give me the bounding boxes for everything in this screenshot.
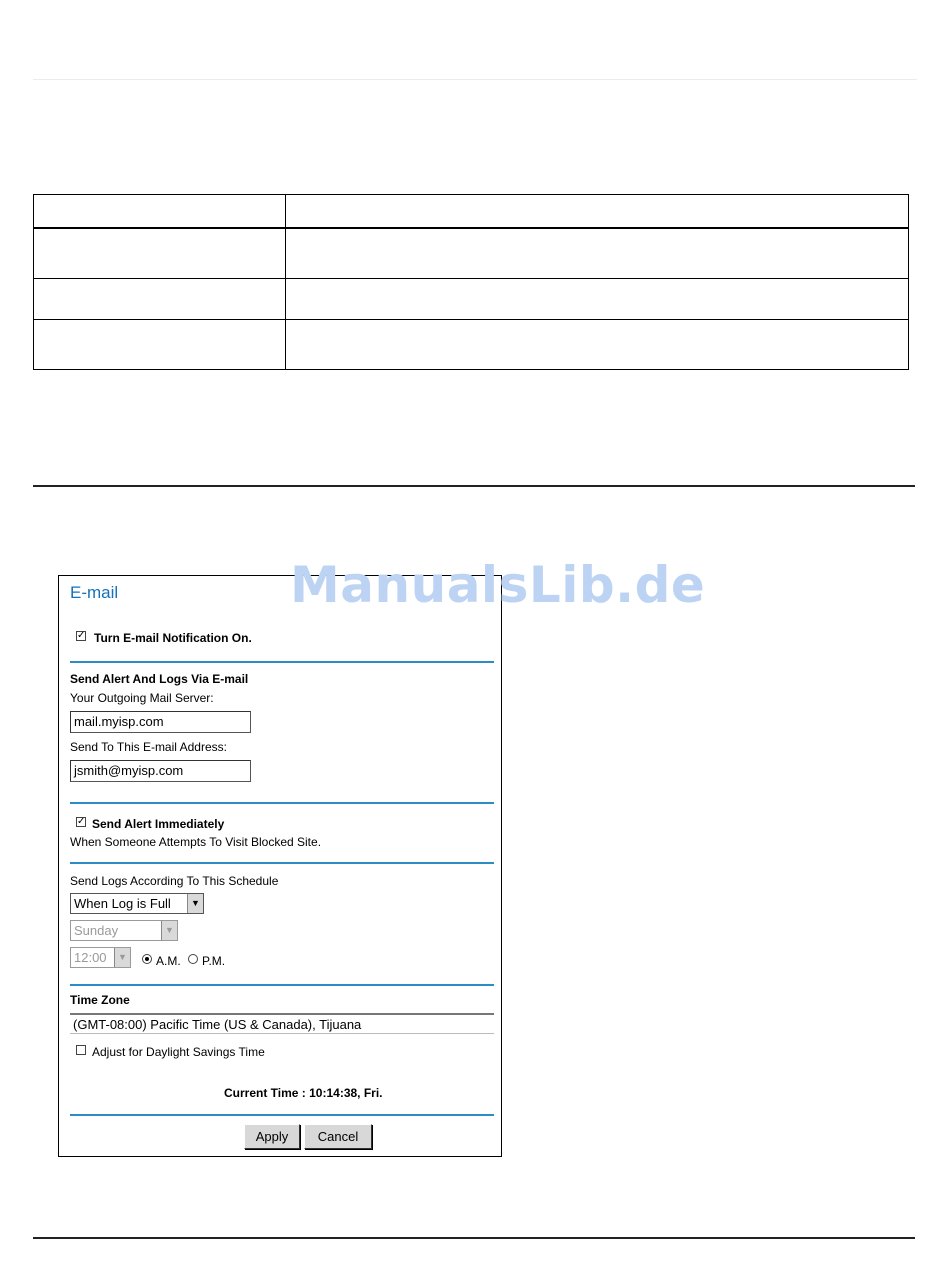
- chevron-down-icon: ▼: [187, 894, 203, 913]
- panel-title: E-mail: [70, 583, 119, 602]
- send-to-label: Send To This E-mail Address:: [70, 740, 227, 754]
- timezone-select[interactable]: (GMT-08:00) Pacific Time (US & Canada), Tijuana: [70, 1013, 494, 1034]
- schedule-label: Send Logs According To This Schedule: [70, 874, 279, 888]
- schedule-select[interactable]: [70, 893, 204, 914]
- notification-on-label: Turn E-mail Notification On.: [94, 631, 252, 645]
- separator: [70, 862, 494, 864]
- cancel-button[interactable]: Cancel: [304, 1124, 372, 1149]
- alert-immediately-checkbox[interactable]: ✓: [77, 816, 86, 827]
- time-select-value: 12:00: [74, 950, 107, 965]
- empty-document-table: [33, 194, 909, 370]
- watermark-logo: ManualsLib.de: [290, 556, 706, 614]
- separator: [70, 661, 494, 663]
- time-select[interactable]: [70, 947, 131, 968]
- send-to-email-field[interactable]: jsmith@myisp.com: [70, 760, 251, 782]
- email-settings-panel: [58, 575, 502, 1157]
- alert-immediately-label: Send Alert Immediately: [92, 817, 225, 831]
- top-divider: [33, 79, 917, 80]
- middle-divider: [33, 485, 915, 487]
- am-label: A.M.: [156, 954, 181, 968]
- separator: [70, 802, 494, 804]
- am-radio[interactable]: [142, 954, 152, 964]
- day-select-value: Sunday: [74, 923, 119, 938]
- outgoing-server-label: Your Outgoing Mail Server:: [70, 691, 214, 705]
- daylight-savings-label: Adjust for Daylight Savings Time: [92, 1045, 265, 1059]
- schedule-select-value: When Log is Full: [74, 896, 171, 911]
- current-time: Current Time : 10:14:38, Fri.: [224, 1086, 383, 1100]
- table-row: [34, 279, 909, 320]
- table-row: [34, 228, 909, 279]
- alert-immediately-description: When Someone Attempts To Visit Blocked Site.: [70, 835, 322, 849]
- notification-on-checkbox[interactable]: ✓: [77, 630, 86, 641]
- day-select[interactable]: [70, 920, 178, 941]
- bottom-divider: [33, 1237, 915, 1239]
- separator: [70, 984, 494, 986]
- chevron-down-icon: ▼: [161, 921, 177, 940]
- daylight-savings-checkbox[interactable]: [76, 1045, 86, 1055]
- timezone-title: Time Zone: [70, 993, 130, 1007]
- pm-label: P.M.: [202, 954, 226, 968]
- send-alert-section-title: Send Alert And Logs Via E-mail: [70, 672, 249, 686]
- table-header-row: [34, 195, 909, 229]
- chevron-down-icon: ▼: [114, 948, 130, 967]
- pm-radio[interactable]: [188, 954, 198, 964]
- outgoing-server-field[interactable]: mail.myisp.com: [70, 711, 251, 733]
- apply-button[interactable]: Apply: [244, 1124, 300, 1149]
- table-row: [34, 320, 909, 370]
- separator: [70, 1114, 494, 1116]
